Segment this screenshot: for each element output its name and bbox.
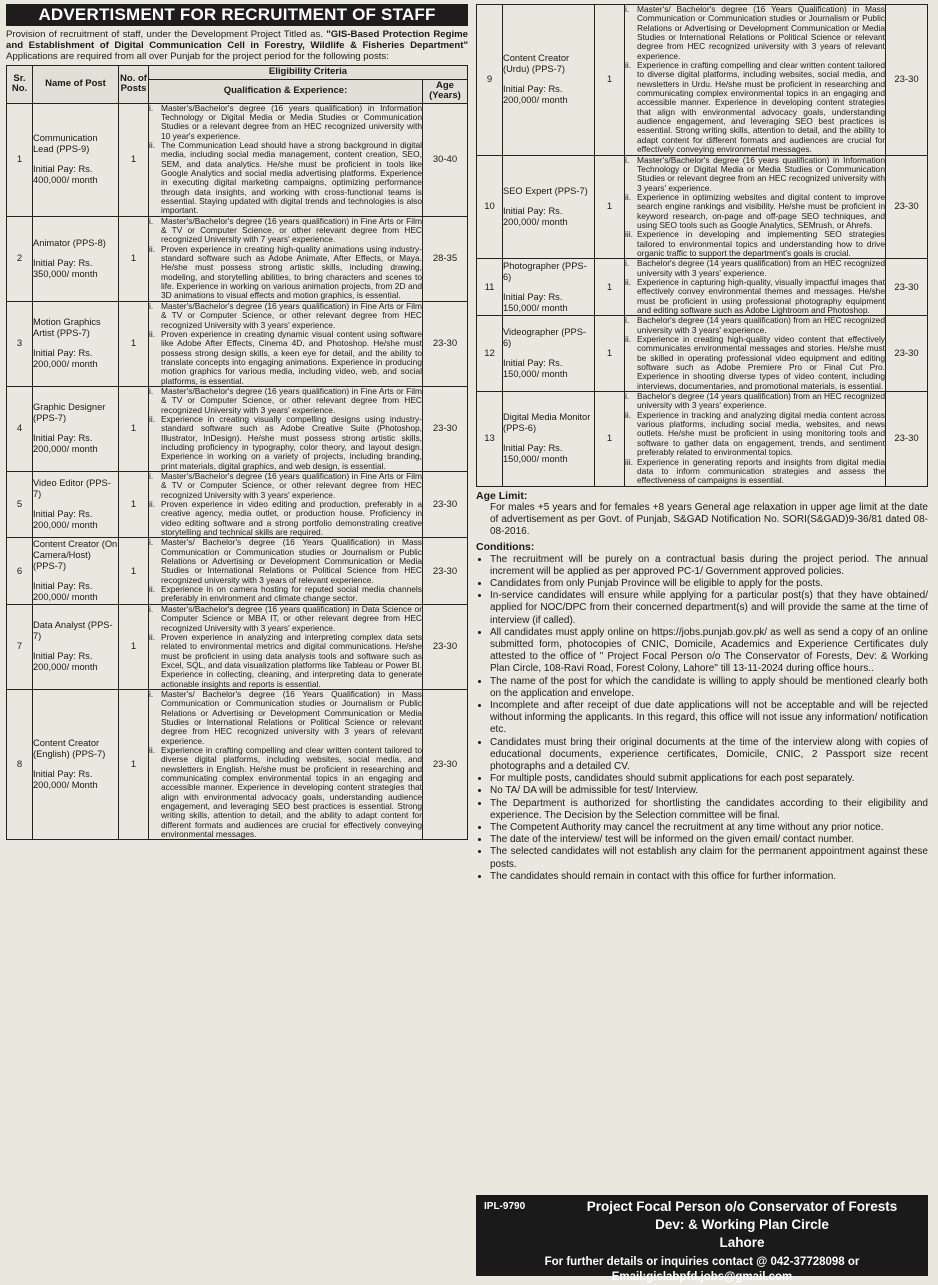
footer-office-line-2: Dev: & Working Plan Circle [655,1217,829,1232]
point-text: Proven experience in video editing and production, preferably in a creative agency, media outlet, or production house. Proficiency in video editing software and a strong portfolio demonstrating creative storytelling and technical skills are required. [161,499,422,538]
post-age: 23-30 [886,392,928,486]
point-marker: ii. [149,243,156,254]
qualification-point [625,230,885,258]
qualification-point [149,387,422,415]
post-age: 23-30 [422,472,467,538]
point-marker: i. [149,471,154,482]
post-initial-pay: Initial Pay: Rs. 150,000/ month [503,443,568,465]
post-initial-pay: Initial Pay: Rs. 200,000/ month [503,84,568,106]
qualification-point [149,245,422,301]
header-eligibility-criteria: Eligibility Criteria [149,65,468,79]
point-text: Experience in crafting compelling and clear written content tailored to diverse digital platforms, including websites, social media, and newsletters in English. He/she must be proficient in researching and communicating complex environmental topics in an engaging and accessible manner. Experience in developing content strategies that align with environmental advocacy goals, understanding audience engagement, and leveraging SEO best practices is essential. Strong writing skills, attention to detail, and the ability to adapt content for different formats and audiences are crucial for effectively conveying environmental messages. [161,744,422,840]
post-sr-no: 13 [477,392,503,486]
intro-project-title: "GIS-Based Protection Regime and Establishment of Digital Communication Cell in Forestry, Wildlife & Fisheries Department" [6,29,468,52]
left-column [6,4,468,840]
post-sr-no: 9 [477,5,503,156]
post-row [7,538,468,604]
post-name-cell [503,155,595,259]
post-qualification [149,604,423,689]
point-text: Master's/ Bachelor's degree (16 Years Qualification) in Mass Communication or Communication studies or Journalism or Public Relations or Advertising or Development Communication or Media Studies or International Relations or Political Science or relevant degree from HEC recognized university with 3 years of relevant experience. [161,688,422,746]
header-name-of-post: Name of Post [33,65,119,103]
intro-post: Applications are required from all over Punjab for the project period for the following posts: [6,51,389,63]
point-text: Bachelor's degree (14 years qualification) from an HEC recognized university with 3 years' experience. [637,258,885,278]
post-row [7,689,468,840]
qualification-point [149,104,422,141]
post-sr-no: 4 [7,386,33,471]
post-name-cell [33,301,119,386]
point-text: Experience in crafting compelling and clear written content tailored to diverse digital platforms, including websites, social media, and newsletters in Urdu. He/she must be proficient in researching and communicating complex environmental topics in an engaging and accessible manner. Experience in developing content strategies that align with environmental advocacy goals, understanding audience engagement, and leveraging SEO best practices is essential. Strong writing skills, attention to detail, and the ability to adapt content for different formats and audiences are crucial for effectively conveying environmental messages. [637,60,885,155]
header-sr-no: Sr. No. [7,65,33,103]
qualification-point [625,335,885,391]
post-name-cell [33,689,119,840]
condition-item: • The Department is authorized for shortlisting the candidates according to their eligibility and experience. The Decision by the Selection committee will be final. [490,798,928,822]
post-count: 1 [119,386,149,471]
point-text: Bachelor's degree (14 years qualification) from an HEC recognized university with 3 years' experience. [637,391,885,411]
post-sr-no: 10 [477,155,503,259]
header-no-of-posts: No. of Posts [119,65,149,103]
post-initial-pay: Initial Pay: Rs. 200,000/ month [503,205,568,227]
point-text: The Communication Lead should have a strong background in digital media, including social media management, content creation, SEO, SEM, and data analytics. He/she must be proficient in tools like Google Analytics and social media advertising platforms. Experience in executing digital marketing campaigns, optimizing performance through data insights, and working with cross-functional teams is essential. Staying updated with digital trends and technologies is also important. [161,139,422,216]
post-name: Animator (PPS-8) [33,237,106,248]
condition-item: • Candidates from only Punjab Province will be eligible to apply for the posts. [490,578,928,590]
qualification-point [625,458,885,486]
condition-item: • All candidates must apply online on https://jobs.punjab.gov.pk/ as well as send a copy of an online submitted form, photocopies of CNIC, Domicile, Academics and Experience Certificates duly attested to the office of " Project Focal Person o/o The Conservator of Forests, Dev: & Working Plan Circle, 108-Ravi Road, Forest Colony, Lahore" till 13-11-2024 during office hours.. [490,627,928,676]
post-count: 1 [119,604,149,689]
post-sr-no: 2 [7,216,33,301]
post-sr-no: 5 [7,472,33,538]
post-sr-no: 8 [7,689,33,840]
point-text: Experience in creating visually compelling designs using industry-standard software such as Adobe Creative Suite (Photoshop, Illustrator, InDesign). He/she must possess strong artistic skills, including proficiency in typography, color theory, and layout design. Experience in working on a variety of projects, including branding, print materials, digital graphics, and web design, is essential. [161,413,422,471]
post-count: 1 [595,392,625,486]
post-name-cell [503,316,595,392]
post-row [477,392,928,486]
post-name: Motion Graphics Artist (PPS-7) [33,317,101,339]
post-age: 23-30 [422,386,467,471]
point-text: Master's/ Bachelor's degree (16 Years Qualification) in Mass Communication or Communication studies or Journalism or Public Relations or Advertising or Development Communication or Media Studies or International Relations or Political Science from HEC recognized university with 3 years of relevant experience. [161,537,422,585]
condition-item: • Incomplete and after receipt of due date applications will not be acceptable and will be rejected without informing the applicants. In this regard, this office will not issue any information/ notification etc. [490,700,928,737]
post-age: 30-40 [422,103,467,216]
post-name-cell [33,472,119,538]
post-row [7,472,468,538]
point-text: Bachelor's degree (14 years qualification) from an HEC recognized university with 3 years' experience. [637,315,885,335]
qualification-point [149,472,422,500]
posts-table-right [476,4,928,487]
post-qualification [149,103,423,216]
qualification-point [625,259,885,278]
right-column [476,4,928,883]
point-text: Master's/Bachelor's degree (16 years qualification) in Fine Arts or Film & TV or Computer Science, or other relevant degree from HEC recognized University with 3 years' experience. [161,385,422,415]
post-sr-no: 1 [7,103,33,216]
point-marker: i. [149,603,154,614]
point-text: Experience in tracking and analyzing digital media content across various platforms, including social media, websites, and news outlets. He/she must be proficient in using monitoring tools and software to gather data on engagement, trends, and sentiment preferably related to environmental topics. [637,409,885,458]
point-marker: ii. [625,334,632,345]
post-qualification [149,216,423,301]
post-row [477,5,928,156]
right-table-body [477,5,928,487]
post-count: 1 [119,103,149,216]
point-marker: i. [149,385,154,396]
point-marker: i. [625,258,630,269]
post-qualification [625,155,886,259]
post-initial-pay: Initial Pay: Rs. 200,000/ month [33,651,98,673]
post-sr-no: 12 [477,316,503,392]
intro-paragraph [6,29,468,63]
qualification-point [625,156,885,193]
post-qualification [625,392,886,486]
point-marker: ii. [149,328,156,339]
point-marker: i. [149,688,154,699]
post-count: 1 [119,301,149,386]
post-initial-pay: Initial Pay: Rs. 200,000/ month [33,433,98,455]
post-name-cell [33,216,119,301]
point-text: Master's/Bachelor's degree (16 years qualification) in Data Science or Computer Science or MBA IT, or other relevant degree from HEC recognized University with 3 years' experience. [161,603,422,633]
qualification-point [149,690,422,746]
point-text: Master's/Bachelor's degree (16 years qualification) in Information Technology or Digital Media or Media Studies or Communication Studies or relevant degree from an HEC recognized university with 3 years' experience. [637,154,885,193]
post-name-cell [33,538,119,604]
point-marker: ii. [149,584,156,595]
point-marker: i. [149,537,154,548]
post-initial-pay: Initial Pay: Rs. 150,000/ month [503,358,568,380]
point-marker: i. [149,215,154,226]
point-text: Experience in on camera hosting for reputed social media channels preferably in environment and climate change sector. [161,584,422,604]
post-count: 1 [595,259,625,316]
post-initial-pay: Initial Pay: Rs. 400,000/ month [33,164,98,186]
post-name: Digital Media Monitor (PPS-6) [503,412,591,434]
post-name: Content Creator (Urdu) (PPS-7) [503,53,570,75]
header-age: Age (Years) [422,79,467,103]
point-marker: i. [149,102,154,113]
qualification-point [625,392,885,411]
post-age: 23-30 [422,604,467,689]
qualification-point [625,61,885,154]
point-marker: ii. [625,191,632,202]
point-marker: i. [625,154,630,165]
qualification-point [149,302,422,330]
age-limit-text: For males +5 years and for females +8 years General age relaxation in upper age limit at the date of advertisement as per Govt. of Punjab, S&GAD Notification No. SORI(S&GAD)9-36/81 dated 08-08-2016. [490,501,928,538]
post-qualification [625,259,886,316]
post-name: SEO Expert (PPS-7) [503,185,588,196]
condition-item: • The Competent Authority may cancel the recruitment at any time without any prior notice. [490,822,928,834]
qualification-point [625,316,885,335]
post-row [477,155,928,259]
post-name-cell [503,5,595,156]
post-age: 28-35 [422,216,467,301]
post-name: Videographer (PPS-6) [503,327,587,349]
post-name: Photographer (PPS-6) [503,260,587,282]
post-qualification [149,689,423,840]
qualification-point [149,746,422,839]
post-count: 1 [119,538,149,604]
point-marker: ii. [625,60,632,71]
condition-item: • The selected candidates will not establish any claim for the permanent appointment against these posts. [490,846,928,870]
post-name-cell [503,392,595,486]
post-count: 1 [595,316,625,392]
post-age: 23-30 [886,316,928,392]
post-qualification [625,5,886,156]
advertisement-title: ADVERTISMENT FOR RECRUITMENT OF STAFF [6,4,468,26]
condition-item: • The candidates should remain in contact with this office for further information. [490,871,928,883]
point-marker: ii. [625,409,632,420]
condition-item: • No TA/ DA will be admissible for test/ Interview. [490,785,928,797]
qualification-point [149,605,422,633]
qualification-point [625,5,885,61]
condition-item: • The recruitment will be purely on a contractual basis during the project period. The annual increment will be applied as per approved PC-1/ Government approved policies. [490,554,928,578]
post-count: 1 [119,689,149,840]
qualification-point [149,330,422,386]
post-sr-no: 3 [7,301,33,386]
condition-item: • Candidates must bring their original documents at the time of the interview along with copies of educational documents, experience certificates, Domicile, CNIC, 2 Passport size recent photographs and a detailed CV. [490,737,928,774]
qualification-point [149,538,422,585]
point-text: Experience in capturing high-quality, visually impactful images that effectively convey environmental themes and messages. He/she must be proficient in using professional photography equipment and editing software such as Adobe Lightroom and Photoshop. [637,276,885,315]
point-marker: ii. [625,276,632,287]
condition-item: • In-service candidates will ensure while applying for a particular post(s) that they have obtained/ applied for NOC/DPC from their concerned department(s) and will provide the same at the time of interview (if called). [490,590,928,627]
post-name: Data Analyst (PPS-7) [33,620,113,642]
point-marker: ii. [149,139,156,150]
point-text: Proven experience in analyzing and interpreting complex data sets related to environmental metrics and digital communications. He/she must be proficient in using data analysis tools and software such as Excel, SQL, and data visualization platforms like Tableau or Power BI. Experience in collecting, cleaning, and interpreting data to generate actionable insights and reports is essential. [161,631,422,689]
point-marker: i. [149,300,154,311]
post-qualification [149,301,423,386]
post-count: 1 [595,155,625,259]
point-text: Experience in creating high-quality video content that effectively communicates environmental messages and stories. He/she must be skilled in operating professional video equipment and editing software such as Adobe Premiere Pro or Final Cut Pro. Experience in shooting diverse types of video content, including interviews, documentaries, and promotional materials, is essential. [637,334,885,391]
post-age: 23-30 [422,689,467,840]
point-text: Master's/Bachelor's degree (16 years qualification) in Information Technology or Digital Media or Media Studies or Communication Studies or a relevant degree from an HEC recognized university with 10 year's experience. [161,102,422,141]
post-row [7,386,468,471]
post-qualification [625,316,886,392]
point-text: Experience in developing and implementing SEO strategies tailored to environmental topics and understanding how to drive organic traffic to support the department's goals is crucial. [637,229,885,258]
point-text: Experience in generating reports and insights from digital media data to inform communication strategies and assess the effectiveness of campaigns is essential. [637,456,885,486]
point-text: Master's/ Bachelor's degree (16 Years Qualification) in Mass Communication or Communication studies or Journalism or Public Relations or Advertising or Development Communication or Media Studies or International Relations or Political Science or relevant degree from HEC recognized university with 3 years of relevant experience. [637,4,885,61]
point-text: Master's/Bachelor's degree (16 years qualification) in Fine Arts or Film & TV or Computer Science, or other relevant degree from HEC recognized University with 7 years' experience. [161,215,422,245]
post-count: 1 [595,5,625,156]
point-marker: iii. [625,229,633,240]
post-name-cell [33,604,119,689]
post-name-cell [33,386,119,471]
point-marker: ii. [149,413,156,424]
post-sr-no: 7 [7,604,33,689]
qualification-point [625,278,885,315]
post-row [7,604,468,689]
post-initial-pay: Initial Pay: Rs. 200,000/ Month [33,769,98,791]
footer-office-line-1: Project Focal Person o/o Conservator of Forests [586,1199,898,1214]
posts-table-left [6,65,468,841]
point-marker: ii. [149,631,156,642]
post-sr-no: 11 [477,259,503,316]
qualification-point [149,585,422,604]
point-text: Proven experience in creating dynamic visual content using software like Adobe After Effects, Cinema 4D, and Photoshop. He/she must possess strong design skills, a keen eye for detail, and the ability to translate concepts into engaging animations. Experience in producing motion graphics for various media, including video, web, and social platforms, is essential. [161,328,422,386]
qualification-point [149,633,422,689]
post-row [477,316,928,392]
post-age: 23-30 [422,301,467,386]
post-initial-pay: Initial Pay: Rs. 150,000/ month [503,291,568,313]
point-text: Master's/Bachelor's degree (16 years qualification) in Fine Arts or Film & TV or Computer Science, or other relevant degree from HEC recognized University with 3 years' experience. [161,300,422,330]
post-age: 23-30 [886,259,928,316]
intro-pre: Provision of recruitment of staff, under the Development Project Titled as. [6,29,323,40]
post-name-cell [503,259,595,316]
post-age: 23-30 [422,538,467,604]
qualification-point [149,141,422,216]
post-name: Content Creator (On Camera/Host) (PPS-7) [33,539,118,572]
post-row [7,216,468,301]
condition-item: • The name of the post for which the candidate is willing to apply should be mentioned clearly both on the application and envelope. [490,676,928,700]
post-row [7,301,468,386]
post-name-cell [33,103,119,216]
qualification-point [625,411,885,458]
post-age: 23-30 [886,5,928,156]
left-table-body [7,103,468,840]
conditions-section [476,541,928,883]
post-qualification [149,386,423,471]
point-marker: iii. [625,456,633,467]
post-age: 23-30 [886,155,928,259]
footer-contact-line: For further details or inquiries contact @ 042-37728098 or Email:gislabpfd.jobs@gmail.com [544,1256,860,1283]
condition-item: • The date of the interview/ test will be informed on the given email/ contact number. [490,834,928,846]
post-initial-pay: Initial Pay: Rs. 200,000/ month [33,348,98,370]
point-text: Experience in optimizing websites and digital content to improve search engine rankings and visibility. He/she must be proficient in keyword research, on-page and off-page SEO techniques, and using SEO tools such as Google Analytics, SEMrush, or Ahrefs. [637,191,885,230]
qualification-point [149,217,422,245]
conditions-heading: Conditions: [476,541,535,554]
point-marker: ii. [149,744,156,755]
age-limit-heading: Age Limit: [476,489,528,502]
post-sr-no: 6 [7,538,33,604]
qualification-point [149,415,422,471]
footer-contact-block [476,1195,928,1283]
qualification-point [149,500,422,537]
header-qualification: Qualification & Experience: [149,79,423,103]
point-text: Proven experience in creating high-quality animations using industry-standard software such as Adobe Animate, After Effects, or Maya. He/she must possess strong artistic skills, including drawing, modeling, and storytelling abilities, to bring characters and scenes to life. Experience in working on various animation projects, from 2D and 3D animations to visual effects and motion graphics, is essential. [161,243,422,301]
qualification-point [625,193,885,230]
post-initial-pay: Initial Pay: Rs. 350,000/ month [33,257,98,279]
point-marker: i. [625,391,630,402]
age-limit-section [476,490,928,539]
post-row [7,103,468,216]
ipl-number: IPL-9790 [484,1201,526,1212]
post-row [477,259,928,316]
post-count: 1 [119,216,149,301]
point-marker: i. [625,315,630,326]
post-qualification [149,472,423,538]
condition-item: • For multiple posts, candidates should submit applications for each post separately. [490,773,928,785]
post-count: 1 [119,472,149,538]
post-initial-pay: Initial Pay: Rs. 200,000/ month [33,581,98,603]
post-name: Video Editor (PPS-7) [33,478,111,500]
post-name: Graphic Designer (PPS-7) [33,402,106,424]
post-name: Content Creator (English) (PPS-7) [33,738,106,760]
point-marker: ii. [149,499,156,510]
point-text: Master's/Bachelor's degree (16 years qualification) in Fine Arts or Film & TV or Computer Science, or other relevant degree from HEC recognized University with 3 years' experience. [161,471,422,500]
footer-office-line-3: Lahore [719,1235,765,1250]
post-name: Communication Lead (PPS-9) [33,133,98,155]
post-initial-pay: Initial Pay: Rs. 200,000/ month [33,509,98,531]
point-marker: i. [625,4,630,14]
conditions-list [476,554,928,883]
post-qualification [149,538,423,604]
